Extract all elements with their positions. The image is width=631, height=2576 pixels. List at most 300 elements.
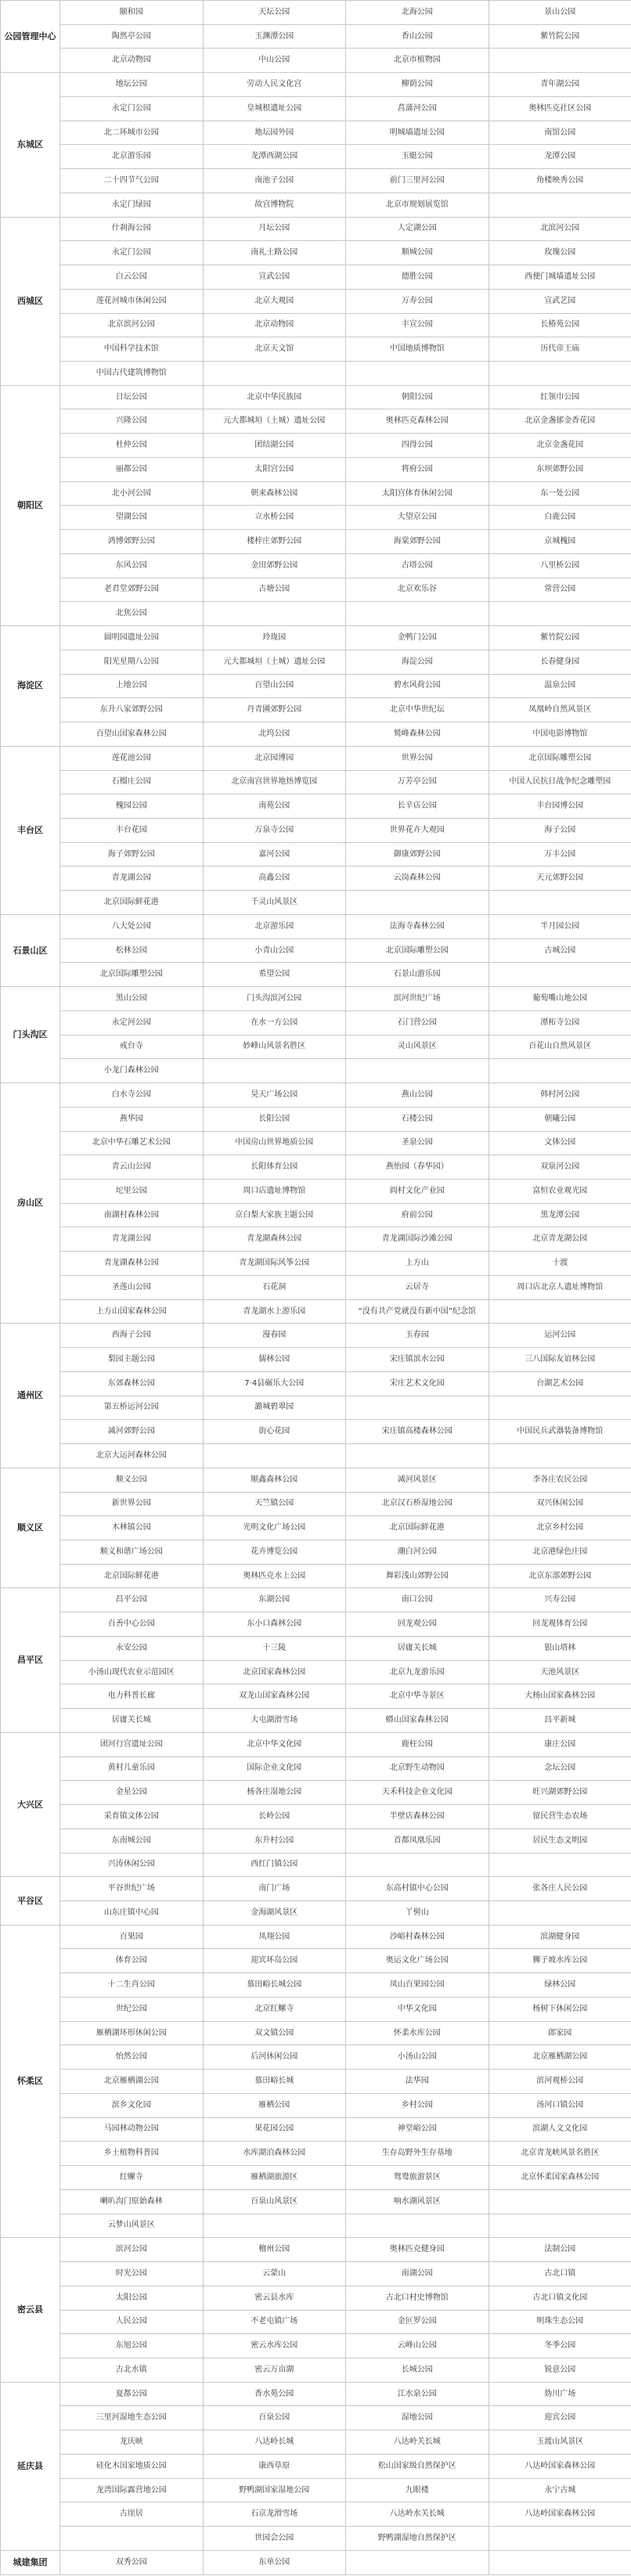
park-name-cell: 朝阳公园 [346,385,489,409]
park-name-cell: 八达岭关长城 [346,2430,489,2455]
park-name-cell: 北京金盏郁金香花园 [489,409,631,434]
park-name-cell: 永定河公园 [60,1011,204,1035]
park-name-cell: 北京南宫世界地热博览园 [203,770,346,794]
park-name-cell: 团河行宫遗址公园 [60,1732,204,1756]
park-name-cell: 小龙门森林公园 [60,1059,204,1083]
park-name-cell: 韩村河公园 [489,1083,631,1108]
park-name-cell: 八达岭长城 [203,2430,346,2455]
park-name-cell [489,362,631,386]
park-name-cell: 中国民兵武器装备博物馆 [489,1420,631,1444]
park-name-cell: 颐和园 [60,1,204,25]
park-name-cell: 东风公园 [60,553,204,578]
park-name-cell [489,1444,631,1468]
park-name-cell: 顺城公园 [346,241,489,265]
park-name-cell: 宣武艺园 [489,289,631,313]
park-name-cell: 北京国际雕塑公园 [60,963,204,987]
park-name-cell: 北京红螺寺 [203,1997,346,2021]
park-name-cell: 紫竹院公园 [489,24,631,49]
district-name-cell: 大兴区 [1,1732,60,1876]
park-name-cell: 劳动人民文化宫 [203,73,346,97]
table-row [1,1997,631,2021]
park-name-cell: 世界花卉大观园 [346,818,489,842]
park-name-cell: 野鸭湖国家湿地公园 [203,2478,346,2502]
park-name-cell: 云居寺 [346,1275,489,1299]
park-name-cell: 新世界公园 [60,1492,204,1516]
table-row [1,2382,631,2406]
park-name-cell: 果花园公园 [203,2117,346,2142]
park-name-cell: 希望公园 [203,963,346,987]
district-name-cell: 通州区 [1,1324,60,1468]
table-row [1,2406,631,2430]
park-name-cell: 北京国家森林公园 [203,1660,346,1684]
park-name-cell: 留民营生态农场 [489,1805,631,1829]
park-name-cell [489,2550,631,2574]
park-name-cell: 德胜公园 [346,265,489,290]
park-name-cell: 北滨河公园 [489,217,631,241]
park-name-cell: 百善中心公园 [60,1612,204,1637]
park-name-cell: 天元郊野公园 [489,866,631,891]
park-name-cell: 中国电影博物馆 [489,722,631,747]
park-name-cell: 九眼楼 [346,2478,489,2502]
park-name-cell: 阳光星期八公园 [60,650,204,674]
park-name-cell: 景山公园 [489,1,631,25]
district-name-cell: 城建集团 [1,2550,60,2574]
park-name-cell: 松林公园 [60,939,204,963]
district-name-cell: 公园管理中心 [1,1,60,73]
park-name-cell: 北京怀柔国家森林公园 [489,2166,631,2190]
park-name-cell: 永宁古城 [489,2478,631,2502]
park-name-cell: 云梦山风景区 [60,2214,204,2238]
park-name-cell: 雁栖湖环形休闲公园 [60,2021,204,2045]
table-row [1,1420,631,1444]
park-name-cell: 北京九龙游乐园 [346,1660,489,1684]
table-row [1,2117,631,2142]
park-name-cell: 白鹿公园 [489,506,631,530]
park-name-cell: 朝来森林公园 [203,481,346,506]
park-name-cell: 儒林公园 [203,1348,346,1372]
park-name-cell: 居庸关长城 [346,1636,489,1660]
park-name-cell: 大望京公园 [346,506,489,530]
park-name-cell: 北京乡村公园 [489,1516,631,1540]
table-row [1,842,631,866]
park-name-cell: 灵山风景区 [346,1035,489,1059]
park-name-cell: 北京大观园 [203,289,346,313]
park-name-cell: 十三陵 [203,1636,346,1660]
park-name-cell: 北京市规划展览馆 [346,193,489,217]
park-name-cell: 奥林匹克水上公园 [203,1564,346,1588]
park-name-cell: 万芳亭公园 [346,770,489,794]
park-name-cell: 青龙湖国际沙滩公园 [346,1227,489,1252]
park-name-cell: 中国人民抗日战争纪念雕塑园 [489,770,631,794]
park-name-cell [346,1853,489,1877]
park-name-cell: 地坛公园 [60,73,204,97]
park-name-cell: 长辛店公园 [346,794,489,819]
table-row [1,217,631,241]
park-name-cell: 北京中华世纪坛 [346,698,489,722]
park-name-cell: 将府公园 [346,457,489,481]
park-name-cell: 古崖居 [60,2502,204,2527]
park-name-cell: 西海子公园 [60,1324,204,1348]
park-name-cell: 兴隆公园 [60,409,204,434]
park-name-cell: 北京港绿色庄园 [489,1540,631,1565]
park-name-cell: 电力科普长廊 [60,1684,204,1709]
table-row [1,1299,631,1324]
park-name-cell: 减河郊野公园 [60,1420,204,1444]
park-name-cell: 天禾科技企业文化园 [346,1781,489,1805]
park-name-cell: 东旭公园 [60,2334,204,2358]
table-row [1,169,631,193]
park-name-cell: 第五桥运河公园 [60,1396,204,1420]
park-name-cell: 大杨山国家森林公园 [489,1684,631,1709]
park-name-cell: 南口公园 [346,1588,489,1612]
table-row [1,1035,631,1059]
district-name-cell: 门头沟区 [1,987,60,1083]
park-name-cell: 天坛公园 [203,1,346,25]
park-name-cell: 滨湖健身园 [489,1925,631,1949]
park-name-cell: 北海公园 [346,1,489,25]
park-name-cell: 宋庄镇滨水公园 [346,1348,489,1372]
park-name-cell: 木林镇公园 [60,1516,204,1540]
table-row [1,1,631,25]
park-name-cell: 常营公园 [489,578,631,602]
park-name-cell: 八达岭水关长城 [346,2502,489,2527]
park-name-cell: 紫竹院公园 [489,626,631,650]
district-name-cell: 昌平区 [1,1588,60,1732]
park-name-cell: 长春健身园 [489,650,631,674]
table-row [1,145,631,169]
table-row [1,1107,631,1131]
park-name-cell: 北京野生动物园 [346,1756,489,1781]
park-name-cell: 立水桥公园 [203,506,346,530]
park-name-cell: 古塘公园 [203,578,346,602]
park-name-cell: 玉渊潭公园 [203,24,346,49]
table-row [1,1227,631,1252]
park-name-cell: 北京国际雕塑公园 [489,746,631,770]
park-name-cell: 青云山公园 [60,1155,204,1180]
park-name-cell: 太阳宫体育休闲公园 [346,481,489,506]
table-row [1,1468,631,1492]
table-row [1,2334,631,2358]
park-name-cell: 怀柔水库公园 [346,2021,489,2045]
park-name-cell: 石榴庄公园 [60,770,204,794]
park-name-cell: 云蒙山 [203,2262,346,2286]
park-name-cell [489,49,631,73]
park-name-cell: 花卉博览公园 [203,1540,346,1565]
park-name-cell: 密云万亩湖 [203,2358,346,2382]
park-name-cell: 硅化木国家地质公园 [60,2454,204,2478]
table-row [1,2358,631,2382]
park-name-cell: 湿地公园 [346,2406,489,2430]
park-name-cell: 昊天广场公园 [203,1083,346,1108]
park-name-cell: 潭柘寺公园 [489,1011,631,1035]
park-name-cell: 百泉山风景区 [203,2189,346,2214]
park-name-cell [203,2214,346,2238]
park-name-cell: 滨河观桥公园 [489,2070,631,2094]
table-row [1,409,631,434]
park-name-cell: 人民公园 [60,2310,204,2334]
park-name-cell: 宋庄镇高楼森林公园 [346,1420,489,1444]
park-name-cell: 槐园公园 [60,794,204,819]
table-row [1,698,631,722]
park-name-cell: 龙庆峡 [60,2430,204,2455]
park-name-cell: 玉蜓公园 [346,145,489,169]
park-name-cell: 鸳鸯旅游景区 [346,2166,489,2190]
park-name-cell: 雁栖公园 [203,2093,346,2117]
park-name-cell: 兴寿公园 [489,1588,631,1612]
park-name-cell: 夏都公园 [60,2382,204,2406]
park-name-cell [489,2189,631,2214]
table-row [1,1588,631,1612]
table-row [1,2214,631,2238]
park-name-cell: 金海湖风景区 [203,1901,346,1926]
table-row [1,963,631,987]
park-name-cell: 怡然公园 [60,2045,204,2070]
park-name-cell [489,193,631,217]
table-row [1,96,631,121]
park-name-cell: 石京龙滑雪场 [203,2502,346,2527]
park-name-cell: 昌平公园 [60,1588,204,1612]
park-name-cell: 黄村儿童乐园 [60,1756,204,1781]
park-name-cell: 东小口森林公园 [203,1612,346,1637]
park-name-cell: 漫春园 [203,1324,346,1348]
park-name-cell: 时光公园 [60,2262,204,2286]
park-name-cell: 金鸭门公园 [346,626,489,650]
park-name-cell: 南苑公园 [203,794,346,819]
park-name-cell: 小汤山现代农业示范园区 [60,1660,204,1684]
park-name-cell: 锐意公园 [489,2358,631,2382]
park-name-cell: 金叵罗公园 [346,2310,489,2334]
park-name-cell: 海子公园 [489,818,631,842]
table-row [1,2238,631,2262]
park-name-cell: 八里桥公园 [489,553,631,578]
park-name-cell: 奥林匹克森林公园 [346,409,489,434]
park-name-cell: 京白梨大家族主题公园 [203,1203,346,1227]
park-name-cell: 古北口镇文化园 [489,2286,631,2310]
park-name-cell: 万泉寺公园 [203,818,346,842]
park-name-cell: 北京国际雕塑公园 [346,939,489,963]
park-name-cell: 圆明园遗址公园 [60,626,204,650]
park-name-cell: 嘉河公园 [203,842,346,866]
park-name-cell: 柳荫公园 [346,73,489,97]
park-name-cell: 石楼公园 [346,1107,489,1131]
park-name-cell: 喇叭沟门原始森林 [60,2189,204,2214]
table-row [1,1155,631,1180]
park-name-cell: 长阳体育公园 [203,1155,346,1180]
table-row [1,2286,631,2310]
park-name-cell: 生存岛野外生存基地 [346,2142,489,2166]
park-name-cell: 顺义和谐广场公园 [60,1540,204,1565]
table-row [1,1949,631,1973]
table-row [1,1131,631,1155]
table-row [1,2478,631,2502]
table-row [1,1684,631,1709]
park-name-cell: 中华文化园 [346,1997,489,2021]
park-name-cell: 丫髻山 [346,1901,489,1926]
table-row [1,1660,631,1684]
park-name-cell: 半壁店森林公园 [346,1805,489,1829]
park-name-cell: 平谷世纪广场 [60,1877,204,1901]
park-name-cell: 戒台寺 [60,1035,204,1059]
park-name-cell: 周口店遗址博物馆 [203,1179,346,1203]
table-row [1,1853,631,1877]
park-name-cell: 凤翔公园 [203,1925,346,1949]
park-name-cell: 减河风景区 [346,1468,489,1492]
park-name-cell: 奥林匹克健身园 [346,2238,489,2262]
table-row [1,481,631,506]
park-name-cell: 昌平新城 [489,1709,631,1733]
park-name-cell: 在水一方公园 [203,1011,346,1035]
table-row [1,362,631,386]
park-name-cell: 北京动物园 [203,313,346,337]
park-name-cell: 白水寺公园 [60,1083,204,1108]
park-name-cell: 北焦公园 [60,602,204,626]
park-name-cell: 东坝郊野公园 [489,457,631,481]
park-name-cell: 顺鑫森林公园 [203,1468,346,1492]
park-name-cell: 北京中华石雕艺术公园 [60,1131,204,1155]
park-name-cell: 北京国际鲜花港 [60,1564,204,1588]
park-name-cell: 海淀公园 [346,650,489,674]
park-name-cell [346,891,489,915]
park-name-cell: 海子郊野公园 [60,842,204,866]
park-name-cell: 东升八家郊野公园 [60,698,204,722]
table-row [1,1203,631,1227]
park-name-cell: 石景山游乐园 [346,963,489,987]
park-name-cell: 东郊森林公园 [60,1371,204,1396]
park-name-cell: 圣泉公园 [346,1131,489,1155]
park-name-cell: 北京国际鲜花港 [346,1516,489,1540]
park-name-cell: 小汤山公园 [346,2045,489,2070]
park-name-cell: 绿林公园 [489,1973,631,1998]
park-name-cell: 丽都公园 [60,457,204,481]
park-name-cell: 青龙湖森林公园 [203,1227,346,1252]
park-name-cell: 凤凰岭自然风景区 [489,698,631,722]
park-name-cell: 中国房山世界地质公园 [203,1131,346,1155]
park-name-cell [489,1396,631,1420]
table-row [1,866,631,891]
park-name-cell: 金星公园 [60,1781,204,1805]
park-name-cell: 东单公园 [203,2550,346,2574]
park-name-cell: 密云县水库 [203,2286,346,2310]
table-row [1,337,631,362]
table-row [1,2093,631,2117]
park-name-cell: 宣武公园 [203,265,346,290]
park-name-cell: 黑龙潭公园 [489,1203,631,1227]
park-name-cell: 狮子坡水库公园 [489,1949,631,1973]
park-name-cell: 北京天文馆 [203,337,346,362]
table-row [1,818,631,842]
table-row [1,1828,631,1853]
park-name-cell [346,2550,489,2574]
park-name-cell: 北京雁栖湖公园 [489,2045,631,2070]
park-name-cell: 南馆公园 [489,121,631,145]
table-row [1,1781,631,1805]
park-name-cell: 响水湖风景区 [346,2189,489,2214]
table-row [1,1348,631,1372]
park-name-cell: 南门广场 [203,1877,346,1901]
park-name-cell: 奥林匹克社区公园 [489,96,631,121]
park-name-cell: 葡萄嘴山地公园 [489,987,631,1011]
park-name-cell [489,891,631,915]
park-name-cell: 郎家园 [489,2021,631,2045]
park-name-cell: 北京中华文化园 [203,1732,346,1756]
park-name-cell: 红螺寺 [60,2166,204,2190]
park-name-cell: 居民生态文明园 [489,1828,631,1853]
park-name-cell: 中山公园 [203,49,346,73]
park-name-cell: 圣莲山公园 [60,1275,204,1299]
park-name-cell: 明珠生态公园 [489,2310,631,2334]
table-row [1,2310,631,2334]
district-name-cell: 东城区 [1,73,60,217]
table-row [1,770,631,794]
park-name-cell: 不老屯镇广场 [203,2310,346,2334]
park-name-cell: 永定门公园 [60,241,204,265]
park-name-cell: 北京中华民族园 [203,385,346,409]
park-name-cell: 燕怡园（春华园） [346,1155,489,1180]
park-name-cell [489,1853,631,1877]
park-name-cell: 温泉公园 [489,674,631,698]
table-row [1,1732,631,1756]
table-row [1,241,631,265]
park-name-cell: 玉渡山风景区 [489,2430,631,2455]
park-name-cell [489,1299,631,1324]
park-name-cell: 北京青龙峡风景名胜区 [489,2142,631,2166]
table-row [1,2021,631,2045]
table-row [1,794,631,819]
table-row [1,746,631,770]
park-name-cell: 长岭公园 [203,1805,346,1829]
park-name-cell: 长阳公园 [203,1107,346,1131]
park-name-cell: 万丰公园 [489,842,631,866]
park-name-cell: 香山公园 [346,24,489,49]
park-name-cell: 东南城公园 [60,1828,204,1853]
park-name-cell: 望湖公园 [60,506,204,530]
park-name-cell: 双兴休闲公园 [489,1492,631,1516]
park-name-cell: 念坛公园 [489,1756,631,1781]
table-row [1,385,631,409]
table-row [1,1805,631,1829]
table-row [1,553,631,578]
park-name-cell: 北京市植物园 [346,49,489,73]
park-name-cell: 居庸关长城 [60,1709,204,1733]
table-row [1,1324,631,1348]
park-name-cell: 什刹海公园 [60,217,204,241]
table-row [1,1925,631,1949]
park-name-cell: 山东庄镇中心园 [60,1901,204,1926]
district-name-cell: 平谷区 [1,1877,60,1925]
park-name-cell: 云岗森林公园 [346,866,489,891]
park-name-cell: 北京青龙湖公园 [489,1227,631,1252]
park-name-cell: 滨河世纪广场 [346,987,489,1011]
park-name-cell [489,963,631,987]
park-name-cell: 汤河口镇公园 [489,2093,631,2117]
table-row [1,891,631,915]
park-name-cell: 鸿博郊野公园 [60,530,204,554]
park-name-cell: 南湖公园 [346,2262,489,2286]
table-row [1,2527,631,2551]
park-name-cell: 潮白河公园 [346,1540,489,1565]
park-name-cell: 北京汉石桥湿地公园 [346,1492,489,1516]
table-row [1,2430,631,2455]
park-name-cell: 野鸭湖湿地自然保护区 [346,2527,489,2551]
park-name-cell: 十渡 [489,1252,631,1276]
table-row [1,674,631,698]
park-name-cell: 青年湖公园 [489,73,631,97]
park-name-cell: 采育镇文体公园 [60,1805,204,1829]
park-name-cell: 街心花园 [203,1420,346,1444]
park-name-cell: 阎村文化产业园 [346,1179,489,1203]
table-row [1,722,631,747]
table-row [1,987,631,1011]
